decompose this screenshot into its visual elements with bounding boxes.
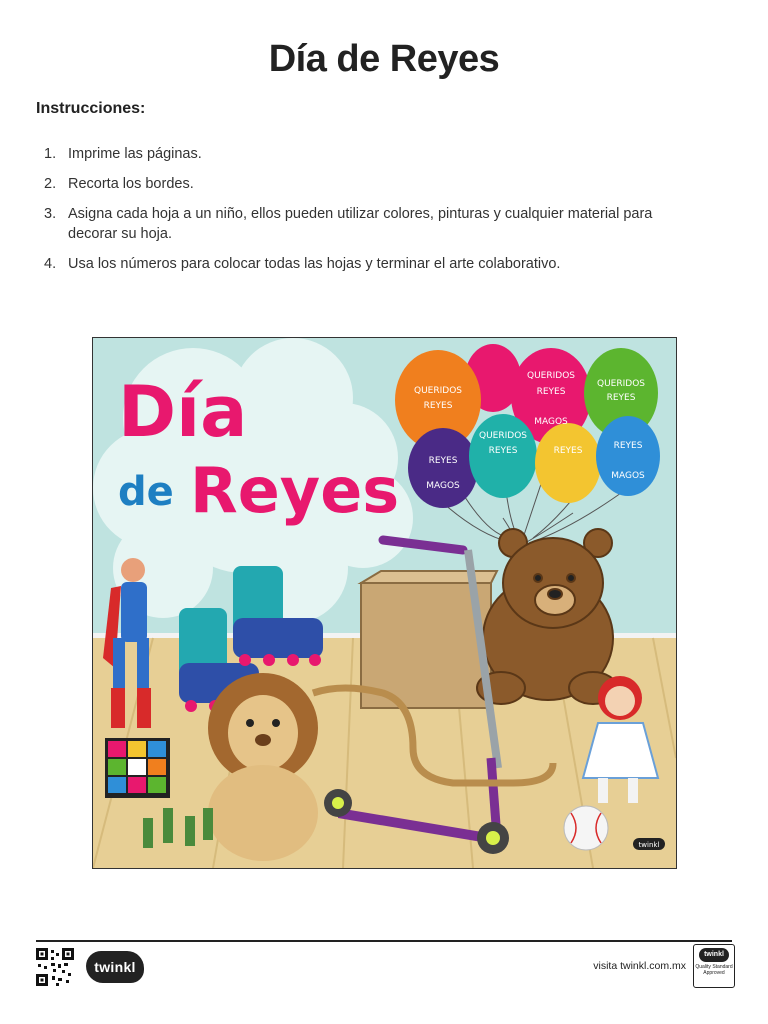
balloon-label: REYES [423, 401, 453, 411]
visit-link[interactable]: visita twinkl.com.mx [593, 960, 686, 972]
balloon-label: MAGOS [534, 417, 568, 427]
poster-title-dia: Día [118, 371, 248, 453]
list-item: 1. Imprime las páginas. [44, 146, 202, 162]
qr-code-icon [36, 948, 74, 986]
instructions-list [40, 144, 680, 284]
baseball [564, 806, 608, 850]
balloon-label: QUERIDOS [527, 371, 575, 381]
balloon-label: MAGOS [611, 471, 645, 481]
balloon-purple [408, 428, 478, 508]
balloon-label: REYES [488, 446, 518, 456]
list-item: 4. Usa los números para colocar todas las hojas y terminar el arte colaborativo. [44, 256, 561, 272]
rubik-cube [105, 738, 170, 798]
balloon-blue [596, 416, 660, 496]
quality-badge [693, 944, 735, 988]
balloon-label: QUERIDOS [597, 379, 645, 389]
balloon-label: REYES [606, 393, 636, 403]
list-item: 3. Asigna cada hoja a un niño, ellos pueden utilizar colores, pinturas y cualquier material para decorar su hoja. [44, 206, 653, 242]
list-item: 2. Recorta los bordes. [44, 176, 194, 192]
footer-divider [36, 940, 732, 942]
balloon-label: REYES [536, 387, 566, 397]
lion-plush [208, 673, 318, 861]
balloon-label: REYES [613, 441, 643, 451]
balloon-label: QUERIDOS [479, 431, 527, 441]
balloon-teal [469, 414, 537, 498]
balloon-label: QUERIDOS [414, 386, 462, 396]
balloon-label: MAGOS [426, 481, 460, 491]
poster-illustration [92, 337, 677, 869]
twinkl-logo: twinkl [86, 951, 144, 983]
balloon-label: REYES [553, 446, 583, 456]
poster-title-de: de [118, 469, 174, 515]
balloon-label: REYES [428, 456, 458, 466]
badge-logo: twinkl [699, 948, 729, 962]
badge-text: Quality Standard Approved [695, 964, 733, 976]
watermark-logo: twinkl [638, 841, 660, 849]
balloon-yellow [535, 423, 601, 503]
poster-title-reyes: Reyes [190, 454, 400, 527]
page-title: Día de Reyes [268, 38, 500, 80]
instructions-heading: Instrucciones: [36, 100, 146, 117]
